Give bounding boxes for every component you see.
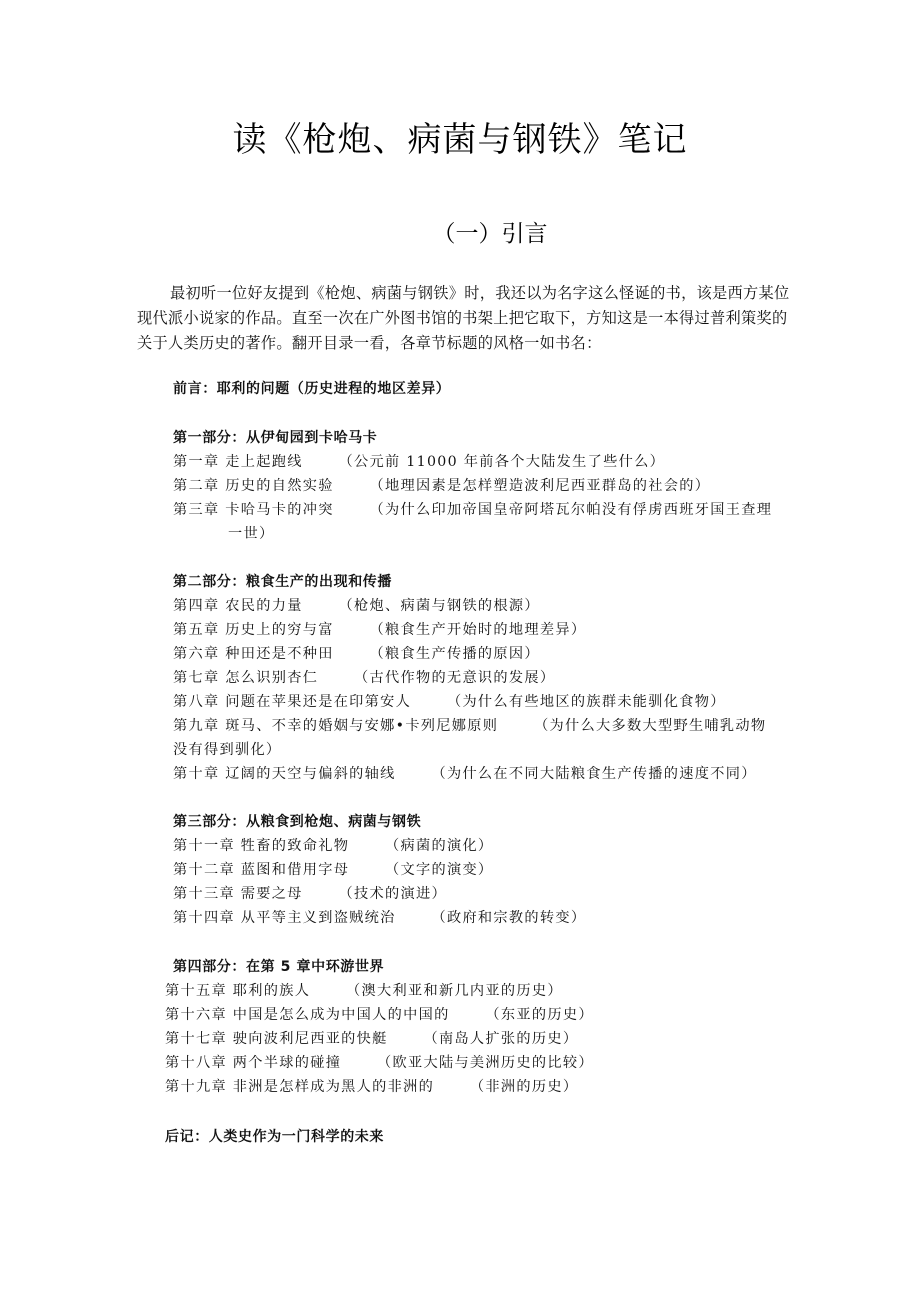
chapter-number: 第十一章: [173, 838, 235, 854]
toc-chapter: [165, 1003, 594, 1027]
chapter-title: 问题在苹果还是在印第安人: [225, 694, 412, 710]
chapter-title: 中国是怎么成为中国人的中国的: [232, 1007, 450, 1023]
toc-chapter: [173, 714, 766, 738]
chapter-title: 历史的自然实验: [225, 478, 334, 494]
chapter-note: （粮食生产开始时的地理差异）: [369, 622, 587, 638]
chapter-note: （澳大利亚和新几内亚的历史）: [346, 983, 563, 999]
chapter-title: 从平等主义到盗贼统治: [240, 910, 396, 926]
chapter-title: 需要之母: [240, 886, 303, 902]
chapter-title: 辽阔的天空与偏斜的轴线: [225, 766, 396, 782]
chapter-note: （枪炮、病菌与钢铁的根源）: [338, 598, 540, 614]
part-heading: 第二部分：粮食生产的出现和传播: [173, 574, 392, 590]
toc-chapter: [165, 1075, 578, 1099]
chapter-number: 第五章: [173, 622, 220, 638]
chapter-number: 第六章: [173, 646, 220, 662]
chapter-note: （欧亚大陆与美洲历史的比较）: [377, 1055, 594, 1071]
chapter-title: 农民的力量: [225, 598, 303, 614]
toc-chapter: [173, 906, 586, 930]
intro-paragraph: 最初听一位好友提到《枪炮、病菌与钢铁》时，我还以为名字这么怪诞的书，该是西方某位现代派小说家的作品。直至一次在广外图书馆的书架上把它取下，方知这是一本得过普利策奖的关于人类历史的著作。翻开目录一看，各章节标题的风格一如书名：: [137, 284, 790, 352]
chapter-note: （南岛人扩张的历史）: [423, 1031, 579, 1047]
toc-chapter: [173, 594, 540, 618]
chapter-number: 第四章: [173, 598, 220, 614]
toc-chapter: [173, 858, 493, 882]
chapter-title: 怎么识别杏仁: [225, 670, 319, 686]
chapter-note: （非洲的历史）: [469, 1079, 579, 1095]
part-heading: 第四部分：在第 5 章中环游世界: [173, 959, 385, 975]
toc-afterword: 后记：人类史作为一门科学的未来: [165, 1129, 384, 1145]
section-heading: （一）引言: [432, 221, 548, 247]
chapter-number: 第十四章: [173, 910, 235, 926]
toc-chapter: [173, 834, 493, 858]
chapter-number: 第十六章: [165, 1007, 227, 1023]
chapter-title: 走上起跑线: [225, 454, 303, 470]
chapter-note: （粮食生产传播的原因）: [369, 646, 540, 662]
chapter-title: 两个半球的碰撞: [232, 1055, 342, 1071]
document-title: 读《枪炮、病菌与钢铁》笔记: [232, 120, 688, 160]
chapter-note: （东亚的历史）: [485, 1007, 594, 1023]
chapter-number: 第十五章: [165, 983, 227, 999]
chapter-note: （技术的演进）: [338, 886, 447, 902]
chapter-note: （为什么在不同大陆粮食生产传播的速度不同）: [431, 766, 757, 782]
chapter-title: 历史上的穷与富: [225, 622, 334, 638]
chapter-number: 第十七章: [165, 1031, 227, 1047]
toc-chapter: [165, 979, 563, 1003]
chapter-note-continuation: 一世）: [228, 526, 275, 542]
chapter-number: 第十八章: [165, 1055, 227, 1071]
chapter-note: （文字的演变）: [385, 862, 494, 878]
toc-chapter: [173, 498, 772, 522]
chapter-note: （病菌的演化）: [385, 838, 494, 854]
chapter-number: 第二章: [173, 478, 220, 494]
toc-chapter: [173, 450, 665, 474]
part-heading: 第一部分：从伊甸园到卡哈马卡: [173, 430, 378, 446]
chapter-note: （古代作物的无意识的发展）: [354, 670, 556, 686]
chapter-number: 第七章: [173, 670, 220, 686]
toc-chapter: [165, 1027, 578, 1051]
toc-chapter: [173, 474, 710, 498]
chapter-title: 驶向波利尼西亚的快艇: [232, 1031, 388, 1047]
chapter-title: 非洲是怎样成为黑人的非洲的: [232, 1079, 435, 1095]
toc-chapter: [173, 666, 555, 690]
toc-chapter: [173, 882, 447, 906]
chapter-note-continuation: 没有得到驯化）: [173, 742, 282, 758]
chapter-number: 第十九章: [165, 1079, 227, 1095]
chapter-number: 第三章: [173, 502, 220, 518]
toc-chapter: [173, 618, 586, 642]
part-heading: 第三部分：从粮食到枪炮、病菌与钢铁: [173, 814, 422, 830]
chapter-number: 第一章: [173, 454, 220, 470]
chapter-title: 斑马、不幸的婚姻与安娜•卡列尼娜原则: [225, 718, 499, 734]
chapter-note: （地理因素是怎样塑造波利尼西亚群岛的社会的）: [369, 478, 711, 494]
chapter-number: 第十章: [173, 766, 220, 782]
chapter-title: 卡哈马卡的冲突: [225, 502, 334, 518]
chapter-note: （政府和宗教的转变）: [431, 910, 587, 926]
chapter-note: （为什么有些地区的族群未能驯化食物）: [446, 694, 726, 710]
chapter-number: 第八章: [173, 694, 220, 710]
toc-chapter: [173, 690, 726, 714]
chapter-note: （公元前 11000 年前各个大陆发生了些什么）: [338, 454, 666, 470]
toc-chapter: [173, 762, 757, 786]
toc-chapter: [173, 642, 540, 666]
chapter-title: 种田还是不种田: [225, 646, 334, 662]
toc-chapter: [165, 1051, 594, 1075]
toc-preface: 前言：耶利的问题（历史进程的地区差异）: [173, 381, 451, 397]
chapter-number: 第九章: [173, 718, 220, 734]
chapter-title: 蓝图和借用字母: [240, 862, 350, 878]
chapter-note: （为什么印加帝国皇帝阿塔瓦尔帕没有俘虏西班牙国王查理: [369, 502, 773, 518]
chapter-title: 耶利的族人: [232, 983, 311, 999]
chapter-number: 第十二章: [173, 862, 235, 878]
chapter-title: 牲畜的致命礼物: [240, 838, 350, 854]
chapter-note: （为什么大多数大型野生哺乳动物: [534, 718, 767, 734]
chapter-number: 第十三章: [173, 886, 235, 902]
